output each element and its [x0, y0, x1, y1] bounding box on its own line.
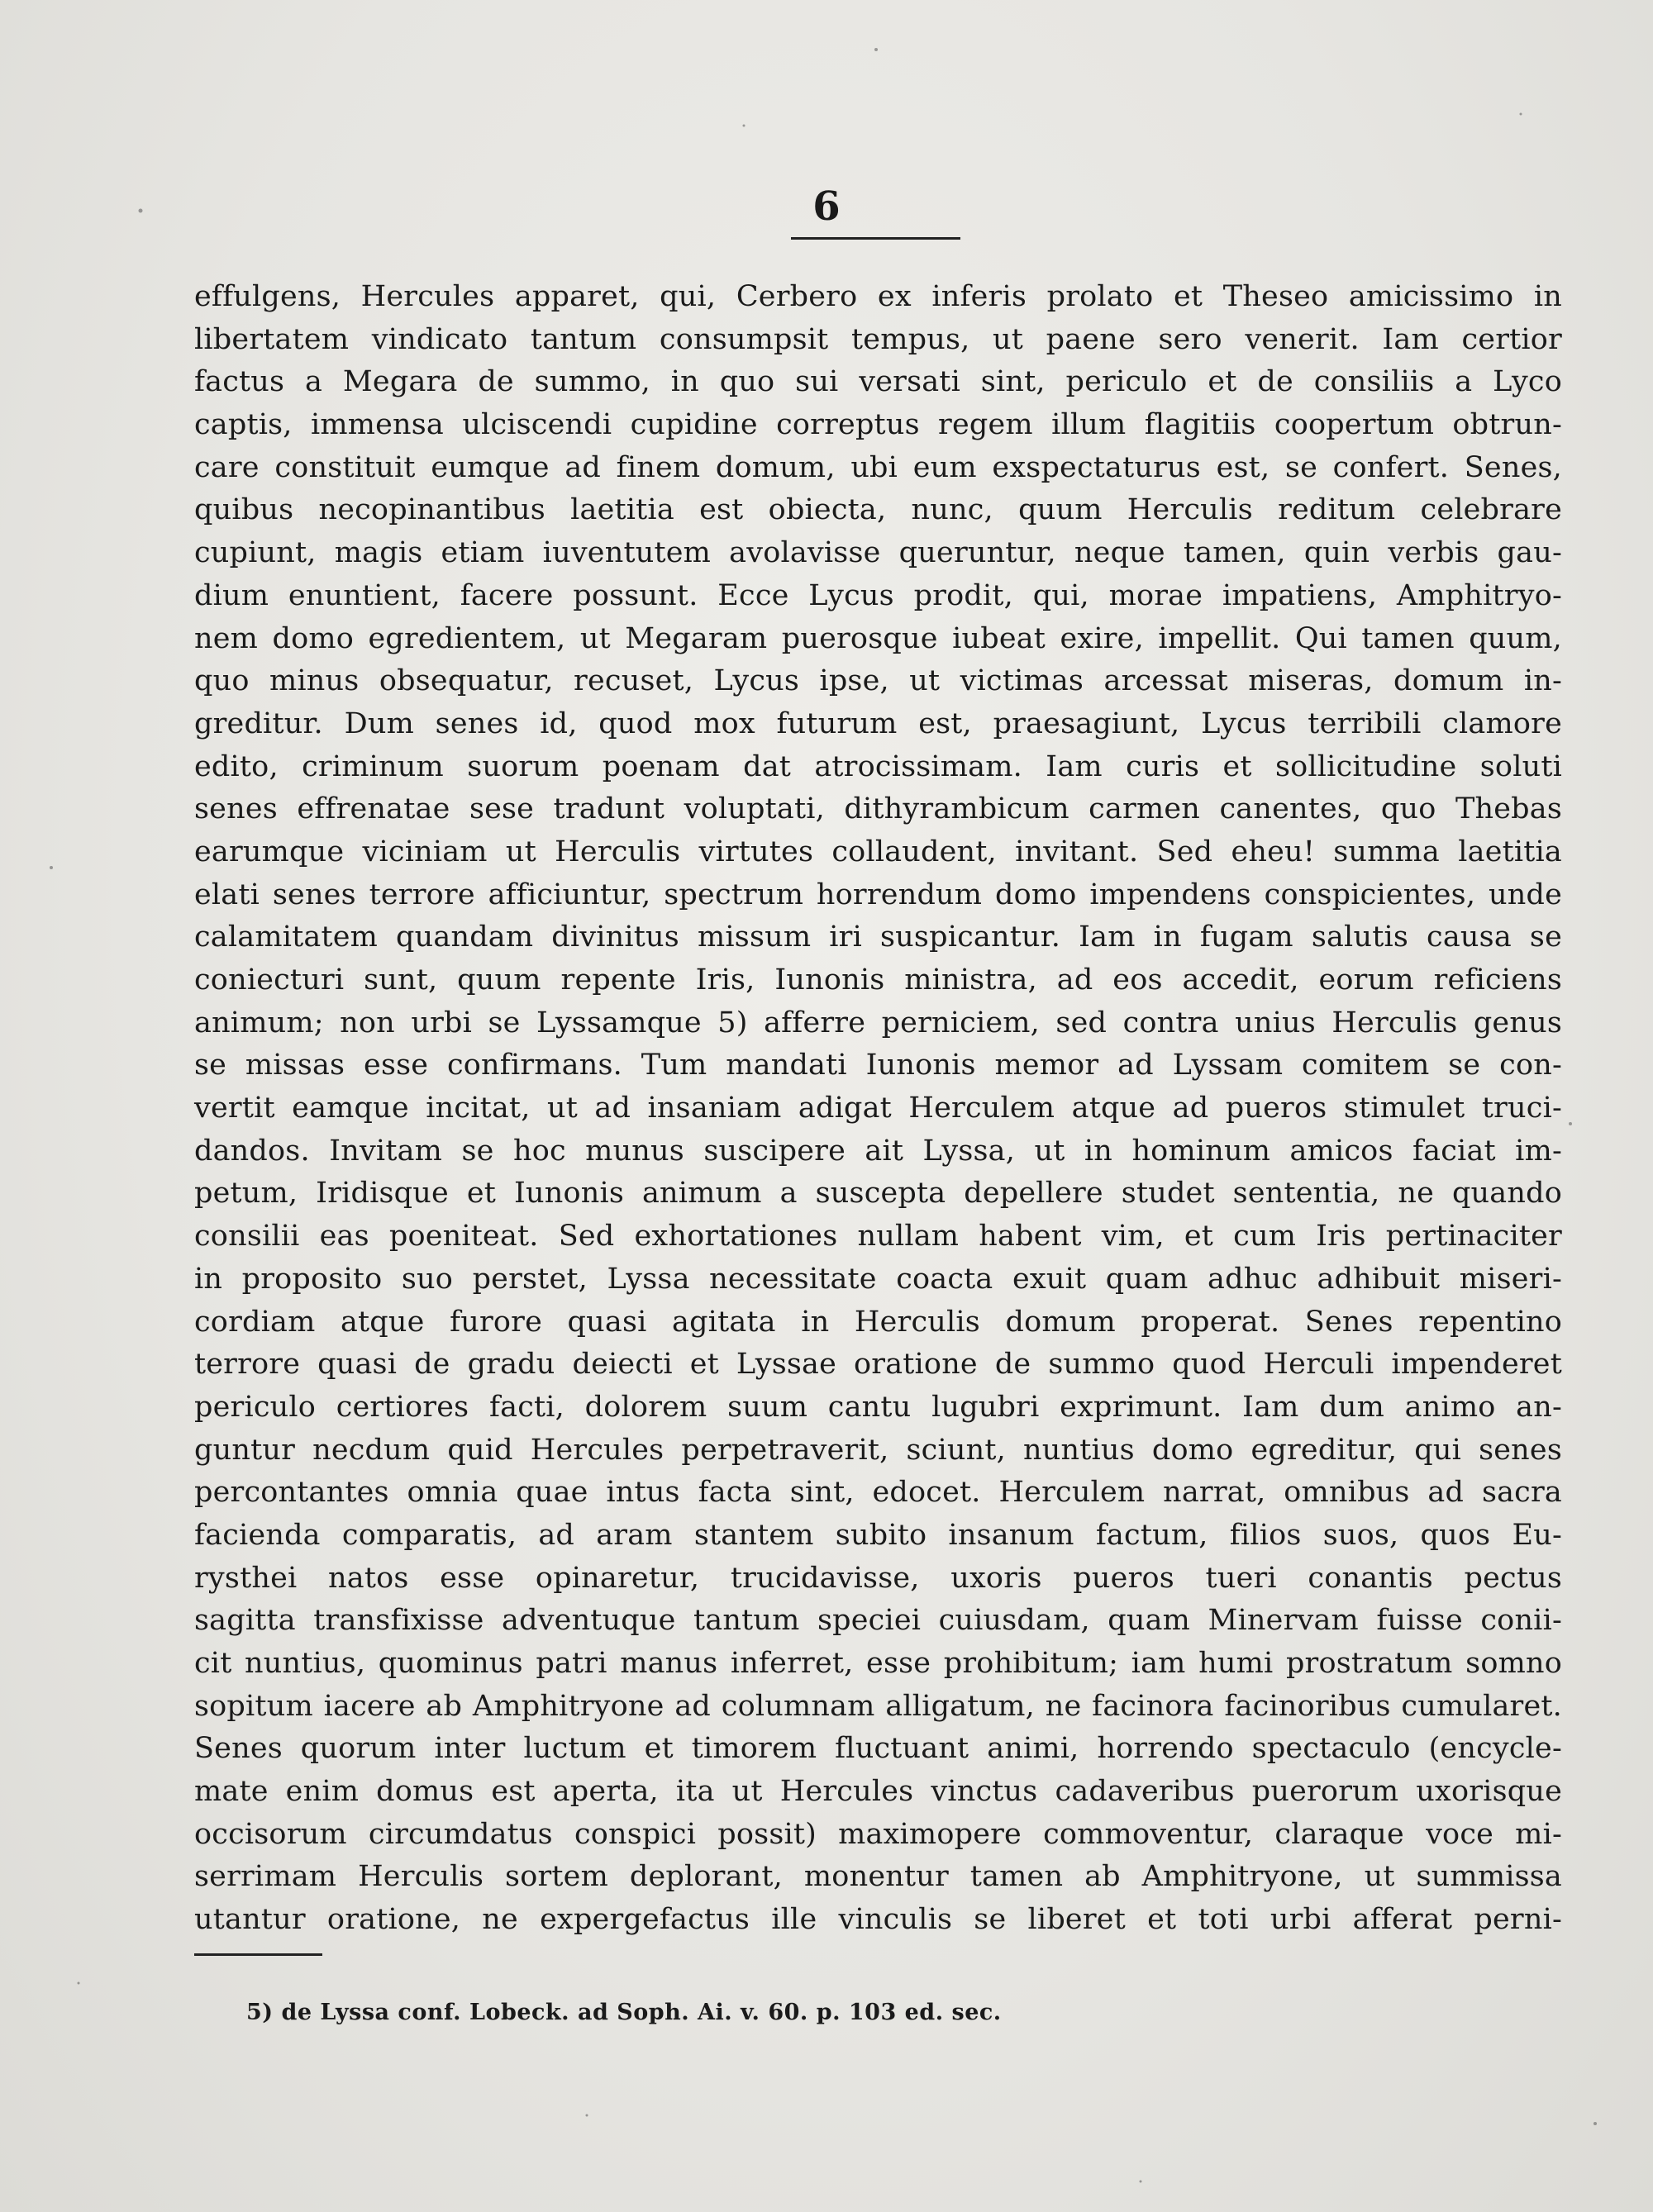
text-line: vertit eamque incitat, ut ad insaniam adigat Herculem atque ad pueros stimulet truci-	[194, 1092, 1562, 1125]
text-line: Senes quorum inter luctum et timorem fluctuant animi, horrendo spectaculo (encycle-	[194, 1732, 1562, 1766]
footnote: 5) de Lyssa conf. Lobeck. ad Soph. Ai. v. 60. p. 103 ed. sec.	[246, 2000, 1002, 2025]
text-line: animum; non urbi se Lyssamque 5) afferre perniciem, sed contra unius Herculis genus	[194, 1006, 1562, 1039]
text-line: petum, Iridisque et Iunonis animum a suscepta depellere studet sententia, ne quando	[194, 1177, 1562, 1211]
text-line: consilii eas poeniteat. Sed exhortationes nullam habent vim, et cum Iris pertinaciter	[194, 1220, 1562, 1253]
text-line: mate enim domus est aperta, ita ut Hercules vinctus cadaveribus puerorum uxorisque	[194, 1775, 1562, 1809]
text-line: libertatem vindicato tantum consumpsit tempus, ut paene sero venerit. Iam certior	[194, 322, 1562, 356]
text-line: nem domo egredientem, ut Megaram puerosque iubeat exire, impellit. Qui tamen quum,	[194, 621, 1562, 655]
text-line: se missas esse confirmans. Tum mandati Iunonis memor ad Lyssam comitem se con-	[194, 1049, 1562, 1082]
text-line: percontantes omnia quae intus facta sint, edocet. Herculem narrat, omnibus ad sacra	[194, 1476, 1562, 1510]
text-line: greditur. Dum senes id, quod mox futurum est, praesagiunt, Lycus terribili clamore	[194, 706, 1562, 740]
text-line: quibus necopinantibus laetitia est obiecta, nunc, quum Herculis reditum celebrare	[194, 493, 1562, 527]
text-line: sopitum iacere ab Amphitryone ad columnam alligatum, ne facinora facinoribus cumularet.	[194, 1689, 1562, 1723]
text-line: calamitatem quandam divinitus missum iri suspicantur. Iam in fugam salutis causa se	[194, 920, 1562, 954]
text-line: care constituit eumque ad finem domum, ubi eum exspectaturus est, se confert. Senes,	[194, 450, 1562, 484]
text-line: terrore quasi de gradu deiecti et Lyssae oratione de summo quod Herculi impenderet	[194, 1348, 1562, 1382]
text-line: rysthei natos esse opinaretur, trucidavisse, uxoris pueros tueri conantis pectus	[194, 1561, 1562, 1595]
text-line: dium enuntient, facere possunt. Ecce Lycus prodit, qui, morae impatiens, Amphitryo-	[194, 578, 1562, 612]
text-line: sagitta transfixisse adventuque tantum speciei cuiusdam, quam Minervam fuisse conii-	[194, 1604, 1562, 1638]
page-number-rule	[791, 237, 960, 240]
footnote-rule	[194, 1953, 322, 1956]
text-line: in proposito suo perstet, Lyssa necessitate coacta exuit quam adhuc adhibuit miseri-	[194, 1262, 1562, 1296]
text-line: edito, criminum suorum poenam dat atrocissimam. Iam curis et sollicitudine soluti	[194, 749, 1562, 783]
text-line: utantur oratione, ne expergefactus ille vinculis se liberet et toti urbi afferat perni-	[194, 1903, 1562, 1937]
text-line: dandos. Invitam se hoc munus suscipere ait Lyssa, ut in hominum amicos faciat im-	[194, 1134, 1562, 1168]
text-line: effulgens, Hercules apparet, qui, Cerbero ex inferis prolato et Theseo amicissimo in	[194, 280, 1562, 313]
text-line: captis, immensa ulciscendi cupidine correptus regem illum flagitiis coopertum obtrun-	[194, 408, 1562, 442]
text-line: serrimam Herculis sortem deplorant, monentur tamen ab Amphitryone, ut summissa	[194, 1860, 1562, 1894]
text-line: cordiam atque furore quasi agitata in Herculis domum properat. Senes repentino	[194, 1305, 1562, 1339]
text-line: occisorum circumdatus conspici possit) maximopere commoventur, claraque voce mi-	[194, 1817, 1562, 1851]
text-line: facienda comparatis, ad aram stantem subito insanum factum, filios suos, quos Eu-	[194, 1518, 1562, 1552]
text-line: guntur necdum quid Hercules perpetraverit, sciunt, nuntius domo egreditur, qui senes	[194, 1433, 1562, 1467]
text-line: cit nuntius, quominus patri manus inferret, esse prohibitum; iam humi prostratum somno	[194, 1647, 1562, 1680]
page-number: 6	[812, 183, 841, 230]
text-line: senes effrenatae sese tradunt voluptati, dithyrambicum carmen canentes, quo Thebas	[194, 792, 1562, 826]
text-line: cupiunt, magis etiam iuventutem avolavisse queruntur, neque tamen, quin verbis gau-	[194, 536, 1562, 570]
body-text	[194, 276, 1562, 1942]
text-line: periculo certiores facti, dolorem suum cantu lugubri exprimunt. Iam dum animo an-	[194, 1390, 1562, 1424]
text-line: elati senes terrore afficiuntur, spectrum horrendum domo impendens conspicientes, unde	[194, 878, 1562, 911]
text-line: factus a Megara de summo, in quo sui versati sint, periculo et de consiliis a Lyco	[194, 365, 1562, 399]
text-line: coniecturi sunt, quum repente Iris, Iunonis ministra, ad eos accedit, eorum reficiens	[194, 963, 1562, 997]
text-line: quo minus obsequatur, recuset, Lycus ipse, ut victimas arcessat miseras, domum in-	[194, 664, 1562, 698]
text-line: earumque viciniam ut Herculis virtutes collaudent, invitant. Sed eheu! summa laetitia	[194, 835, 1562, 868]
